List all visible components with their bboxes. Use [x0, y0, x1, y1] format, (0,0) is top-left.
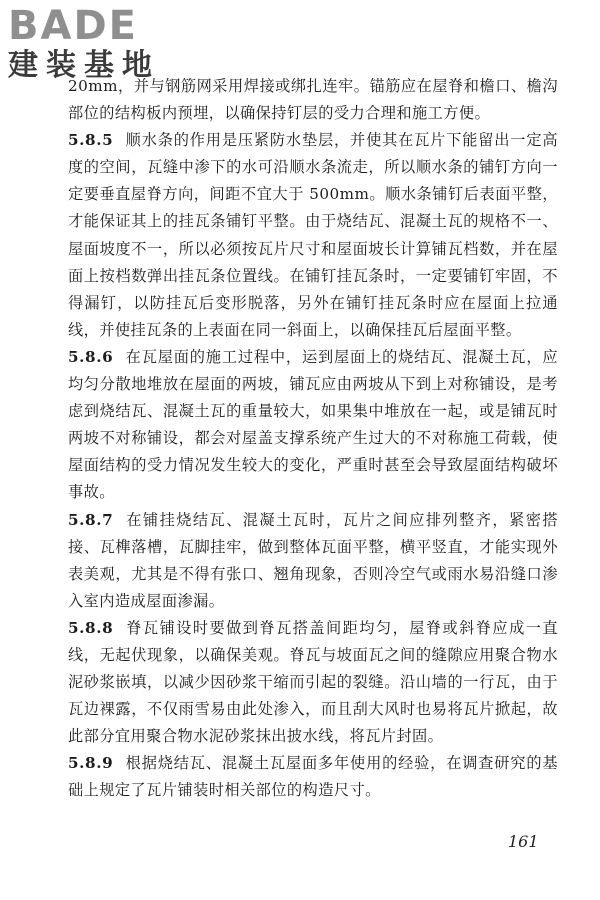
watermark-logo: [8, 4, 188, 94]
paragraph-text: 在铺挂烧结瓦、混凝土瓦时，瓦片之间应排列整齐，紧密搭接、瓦榫落槽，瓦脚挂牢，做到整体瓦面平整，横平竖直，才能实现外表美观，尤其是不得有张口、翘角现象，否则冷空气或雨水易沿缝口渗入室内造成屋面渗漏。: [68, 510, 558, 610]
paragraph-text: 顺水条的作用是压紧防水垫层，并使其在瓦片下能留出一定高度的空间，瓦缝中渗下的水可沿顺水条流走，所以顺水条的铺钉方向一定要垂直屋脊方向，间距不宜大于 500mm。顺水条铺钉后表面平整，才能保证其上的挂瓦条铺钉平整。由于烧结瓦、混凝土瓦的规格不一、屋面坡度不一，所以必须按瓦片尺寸和屋面坡长计算铺瓦档数，并在屋面上按档数弹出挂瓦条位置线。在铺钉挂瓦条时，一定要铺钉牢固，不得漏钉，以防挂瓦后变形脱落，另外在铺钉挂瓦条时应在屋面上拉通线，并使挂瓦条的上表面在同一斜面上，以确保挂瓦后屋面平整。: [68, 131, 558, 339]
logo-chinese: 建装基地: [8, 48, 160, 83]
section-number: 5.8.5: [68, 131, 114, 150]
paragraph-5-8-7: [68, 507, 558, 615]
section-number: 5.8.7: [68, 510, 114, 529]
paragraph-text: 脊瓦铺设时要做到脊瓦搭盖间距均匀，屋脊或斜脊应成一直线，无起伏现象，以确保美观。脊瓦与坡面瓦之间的缝隙应用聚合物水泥砂浆嵌填，以减少因砂浆干缩而引起的裂缝。沿山墙的一行瓦，由于瓦边裸露，不仅雨雪易由此处渗入，而且刮大风时也易将瓦片掀起，故此部分宜用聚合物水泥砂浆抹出披水线，将瓦片封固。: [68, 618, 558, 746]
paragraph-5-8-9: [68, 750, 558, 804]
paragraph-5-8-8: [68, 615, 558, 750]
paragraph-5-8-6: [68, 344, 558, 507]
section-number: 5.8.8: [68, 618, 114, 637]
logo-word: BADE: [8, 3, 138, 49]
page-number: 161: [508, 832, 539, 851]
paragraph-text: 20mm，并与钢筋网采用焊接或绑扎连牢。锚筋应在屋脊和檐口、檐沟部位的结构板内预埋，以确保持钉层的受力合理和施工方便。: [68, 77, 558, 123]
section-number: 5.8.9: [68, 754, 114, 773]
document-body: [68, 73, 558, 805]
section-number: 5.8.6: [68, 347, 114, 366]
paragraph-text: 在瓦屋面的施工过程中，运到屋面上的烧结瓦、混凝土瓦，应均匀分散地堆放在屋面的两坡，铺瓦应由两坡从下到上对称铺设，是考虑到烧结瓦、混凝土瓦的重量较大，如果集中堆放在一起，或是铺瓦时两坡不对称铺设，都会对屋盖支撑系统产生过大的不对称施工荷载，使屋面结构的受力情况发生较大的变化，严重时甚至会导致屋面结构破坏事故。: [68, 347, 558, 502]
paragraph-5-8-5: [68, 127, 558, 344]
paragraph-text: 根据烧结瓦、混凝土瓦屋面多年使用的经验，在调查研究的基础上规定了瓦片铺装时相关部位的构造尺寸。: [68, 754, 558, 800]
